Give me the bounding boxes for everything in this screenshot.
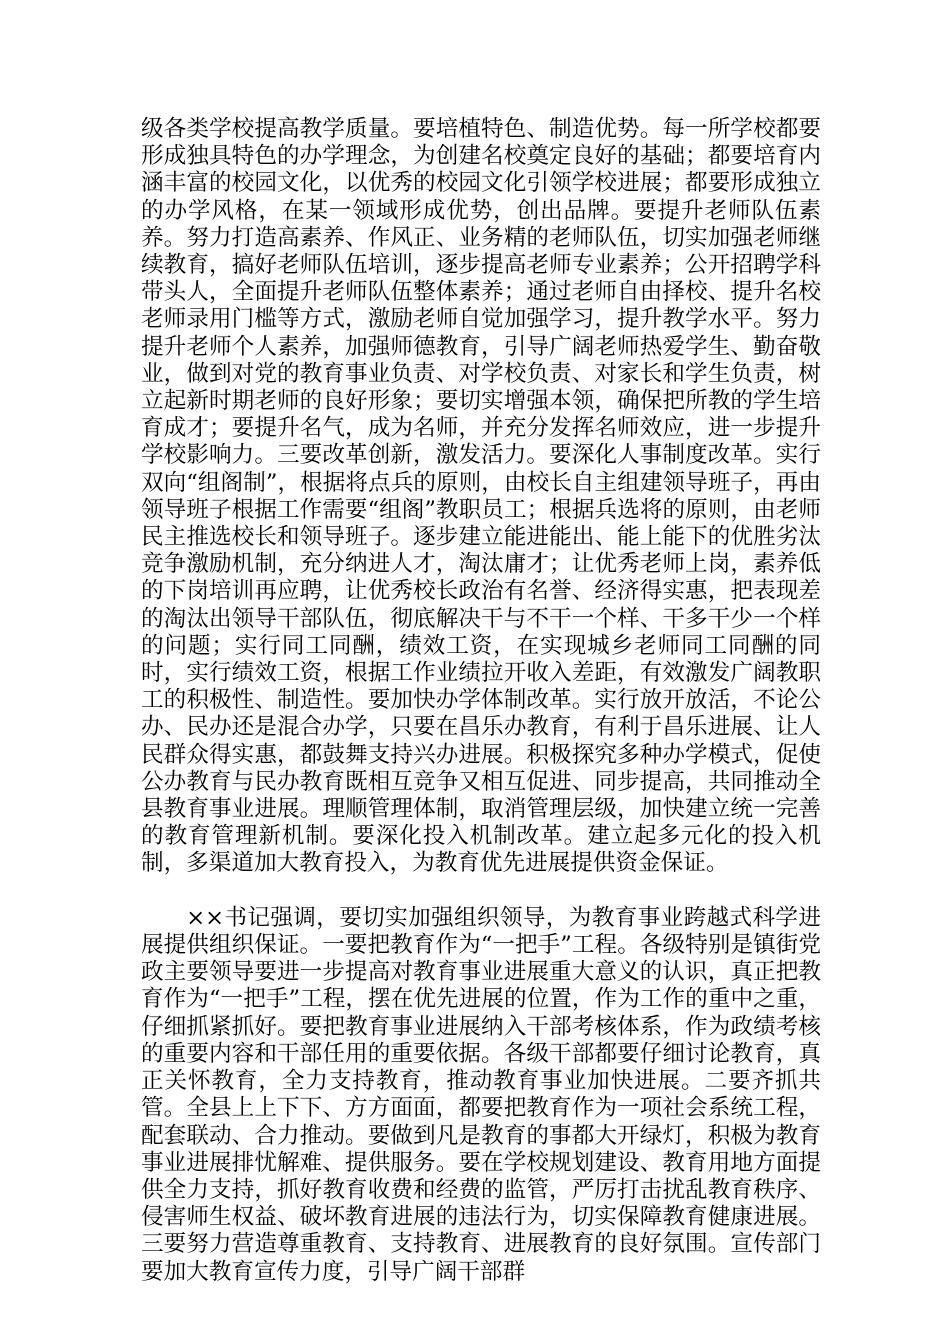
paragraph-continuation: 级各类学校提高教学质量。要培植特色、制造优势。每一所学校都要形成独具特色的办学理念，为创建名校奠定良好的基础；都要培育内涵丰富的校园文化，以优秀的校园文化引领学校进展；都要形成独立的办学风格，在某一领域形成优势，创出品牌。要提升老师队伍素养。努力打造高素养、作风正、业务精的老师队伍，切实加强老师继续教育，搞好老师队伍培训，逐步提高老师专业素养；公开招聘学科带头人，全面提升老师队伍整体素养；通过老师自由择校、提升名校老师录用门槛等方式，激励老师自觉加强学习，提升教学水平。努力提升老师个人素养，加强师德教育，引导广阔老师热爱学生、勤奋敬业，做到对党的教育事业负责、对学校负责、对家长和学生负责，树立起新时期老师的良好形象；要切实增强本领，确保把所教的学生培育成才；要提升名气，成为名师，并充分发挥名师效应，进一步提升学校影响力。三要改革创新，激发活力。要深化人事制度改革。实行双向“组阁制”，根据将点兵的原则，由校长自主组建领导班子，再由领导班子根据工作需要“组阁”教职员工；根据兵选将的原则，由老师民主推选校长和领导班子。逐步建立能进能出、能上能下的优胜劣汰竞争激励机制，充分纳进人才，淘汰庸才；让优秀老师上岗，素养低的下岗培训再应聘，让优秀校长政治有名誉、经济得实惠，把表现差的淘汰出领导干部队伍，彻底解决干与不干一个样、干多干少一个样的问题；实行同工同酬，绩效工资，在实现城乡老师同工同酬的同时，实行绩效工资，根据工作业绩拉开收入差距，有效激发广阔教职工的积极性、制造性。要加快办学体制改革。实行放开放活，不论公办、民办还是混合办学，只要在昌乐办教育，有利于昌乐进展、让人民群众得实惠，都鼓舞支持兴办进展。积极探究多种办学模式，促使公办教育与民办教育既相互竞争又相互促进、同步提高，共同推动全县教育事业进展。理顺管理体制，取消管理层级，加快建立统一完善的教育管理新机制。要深化投入机制改革。建立起多元化的投入机制，多渠道加大教育投入，为教育优先进展提供资金保证。 — [141, 116, 821, 877]
document-body — [141, 116, 821, 1286]
paragraph-secretary-emphasis: ××书记强调，要切实加强组织领导，为教育事业跨越式科学进展提供组织保证。一要把教育作为“一把手”工程。各级特别是镇街党政主要领导要进一步提高对教育事业进展重大意义的认识，真正把教育作为“一把手”工程，摆在优先进展的位置，作为工作的重中之重，仔细抓紧抓好。要把教育事业进展纳入干部考核体系，作为政绩考核的重要内容和干部任用的重要依据。各级干部都要仔细讨论教育，真正关怀教育，全力支持教育，推动教育事业加快进展。二要齐抓共管。全县上上下下、方方面面，都要把教育作为一项社会系统工程，配套联动、合力推动。要做到凡是教育的事都大开绿灯，积极为教育事业进展排忧解难、提供服务。要在学校规划建设、教育用地方面提供全力支持，抓好教育收费和经费的监管，严厉打击扰乱教育秩序、侵害师生权益、破坏教育进展的违法行为，切实保障教育健康进展。三要努力营造尊重教育、支持教育、进展教育的良好氛围。宣传部门要加大教育宣传力度，引导广阔干部群 — [141, 904, 821, 1285]
